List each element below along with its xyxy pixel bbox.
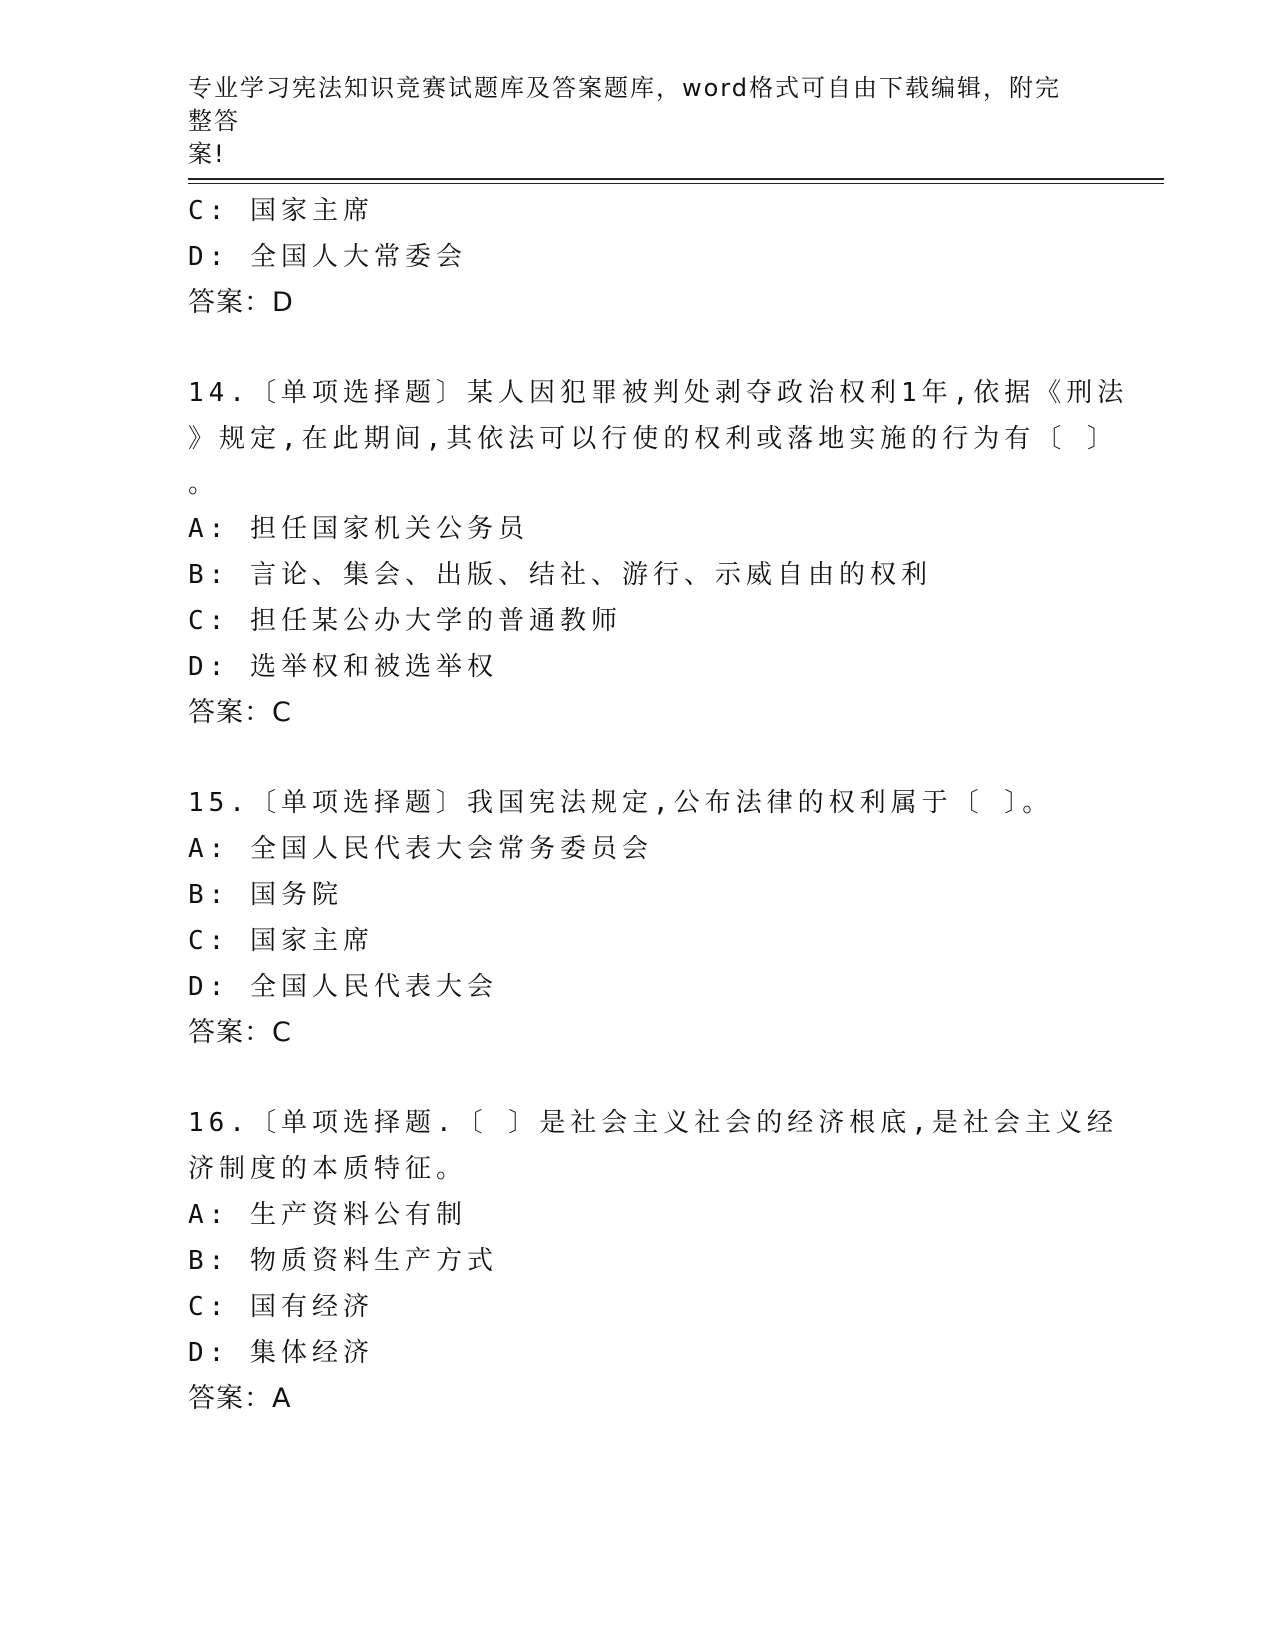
option-b: B: 国务院 [188, 880, 343, 910]
option-c: C: 国有经济 [188, 1292, 374, 1322]
option-c: C: 国家主席 [188, 926, 374, 956]
header-divider [188, 178, 1164, 184]
option-d: D: 全国人大常委会 [188, 242, 467, 272]
answer: 答案：A [188, 1383, 292, 1414]
option-b: B: 言论、集会、出版、结社、游行、示威自由的权利 [188, 560, 932, 590]
question-14-text: 14.〔单项选择题〕某人因犯罪被判处剥夺政治权利1年,依据《刑法 [188, 378, 1129, 408]
question-14-text-end: 。 [188, 469, 220, 499]
answer: 答案：C [188, 697, 292, 728]
answer: 答案：D [188, 287, 294, 318]
option-c: C: 国家主席 [188, 196, 374, 226]
question-16-text-cont: 济制度的本质特征。 [188, 1154, 468, 1184]
header-line-2: 案! [188, 140, 226, 168]
page-header [188, 72, 1068, 171]
spacer [188, 1056, 1088, 1100]
header-line-1: 专业学习宪法知识竞赛试题库及答案题库，word格式可自由下载编辑，附完整答 [188, 74, 1061, 135]
option-d: D: 选举权和被选举权 [188, 652, 498, 682]
answer: 答案：C [188, 1017, 292, 1048]
option-a: A: 生产资料公有制 [188, 1200, 467, 1230]
option-b: B: 物质资料生产方式 [188, 1246, 498, 1276]
question-14-text-cont: 》规定,在此期间,其依法可以行使的权利或落地实施的行为有〔 〕 [188, 424, 1118, 454]
question-list [188, 188, 1129, 1422]
option-d: D: 集体经济 [188, 1338, 374, 1368]
option-a: A: 担任国家机关公务员 [188, 514, 529, 544]
option-a: A: 全国人民代表大会常务委员会 [188, 834, 653, 864]
spacer [188, 736, 1088, 780]
option-c: C: 担任某公办大学的普通教师 [188, 606, 622, 636]
question-16-text: 16.〔单项选择题.〔 〕是社会主义社会的经济根底,是社会主义经 [188, 1108, 1118, 1138]
spacer [188, 326, 1088, 370]
question-15-text: 15.〔单项选择题〕我国宪法规定,公布法律的权利属于〔 〕。 [188, 788, 1054, 818]
option-d: D: 全国人民代表大会 [188, 972, 498, 1002]
